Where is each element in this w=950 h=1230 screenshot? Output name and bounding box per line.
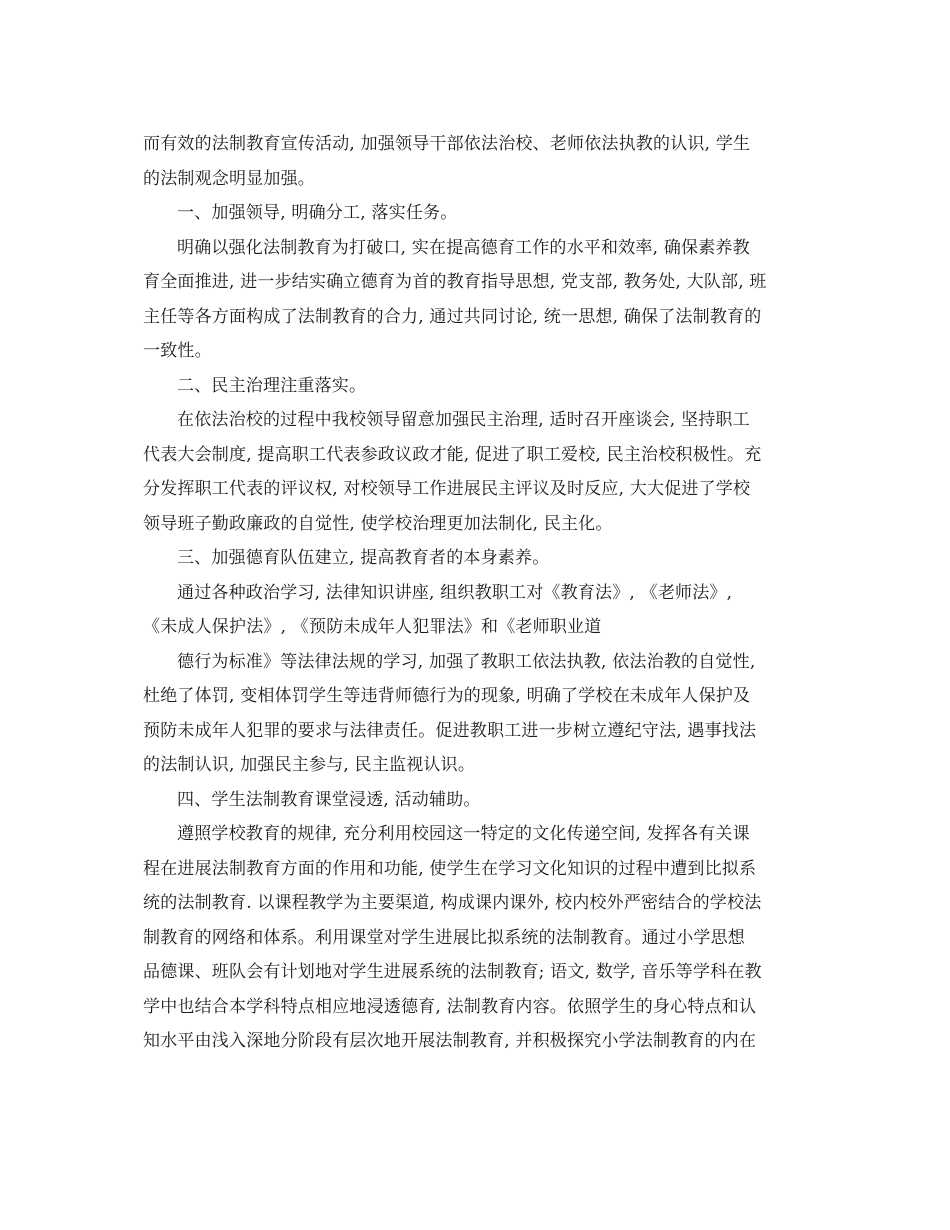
- text-line: 主任等各方面构成了法制教育的合力, 通过共同讨论, 统一思想, 确保了法制教育的: [143, 306, 762, 327]
- document-body: [143, 127, 813, 1059]
- text-line: 领导班子勤政廉政的自觉性, 使学校治理更加法制化, 民主化。: [143, 513, 613, 534]
- text-line: 代表大会制度, 提高职工代表参政议政才能, 促进了职工爱校, 民主治校积极性。充: [143, 444, 762, 465]
- text-line: 育全面推进, 进一步结实确立德育为首的教育指导思想, 党支部, 教务处, 大队部, 班: [143, 272, 767, 292]
- text-line: 的法制认识, 加强民主参与, 民主监视认识。: [143, 755, 476, 775]
- section-heading: 一、加强领导, 明确分工, 落实任务。: [177, 203, 458, 223]
- paragraph-start: 通过各种政治学习, 法律知识讲座, 组织教职工对《教育法》, 《老师法》,: [177, 582, 733, 603]
- section-heading: 三、加强德育队伍建立, 提高教育者的本身素养。: [177, 548, 550, 568]
- text-line: 分发挥职工代表的评议权, 对校领导工作进展民主评议及时反应, 大大促进了学校: [143, 479, 751, 499]
- section-heading: 四、学生法制教育课堂浸透, 活动辅助。: [177, 789, 481, 810]
- paragraph-start: 在依法治校的过程中我校领导留意加强民主治理, 适时召开座谈会, 坚持职工: [177, 410, 750, 430]
- text-line: 统的法制教育. 以课程教学为主要渠道, 构成课内课外, 校内校外严密结合的学校法: [143, 893, 762, 913]
- text-line: 制教育的网络和体系。利用课堂对学生进展比拟系统的法制教育。通过小学思想: [143, 927, 745, 948]
- text-line: 而有效的法制教育宣传活动, 加强领导干部依法治校、老师依法执教的认识, 学生: [143, 134, 751, 154]
- paragraph-start: 德行为标准》等法律法规的学习, 加强了教职工依法执教, 依法治教的自觉性,: [177, 651, 756, 672]
- text-line: 品德课、班队会有计划地对学生进展系统的法制教育; 语文, 数学, 音乐等学科在教: [143, 962, 762, 982]
- text-line: 知水平由浅入深地分阶段有层次地开展法制教育, 并积极探究小学法制教育的内在: [143, 1031, 757, 1051]
- paragraph-start: 明确以强化法制教育为打破口, 实在提高德育工作的水平和效率, 确保素养教: [177, 237, 750, 258]
- section-heading: 二、民主治理注重落实。: [177, 375, 367, 396]
- text-line: 学中也结合本学科特点相应地浸透德育, 法制教育内容。依照学生的身心特点和认: [143, 996, 757, 1017]
- text-line: 程在进展法制教育方面的作用和功能, 使学生在学习文化知识的过程中遭到比拟系: [143, 858, 757, 879]
- text-line: 《未成人保护法》, 《预防未成年人犯罪法》和《老师职业道: [143, 617, 602, 637]
- text-line: 的法制观念明显加强。: [143, 168, 315, 189]
- text-line: 一致性。: [143, 341, 212, 361]
- text-line: 杜绝了体罚, 变相体罚学生等违背师德行为的现象, 明确了学校在未成年人保护及: [143, 686, 751, 706]
- paragraph-start: 遵照学校教育的规律, 充分利用校园这一特定的文化传递空间, 发挥各有关课: [177, 824, 750, 844]
- text-line: 预防未成年人犯罪的要求与法律责任。促进教职工进一步树立遵纪守法, 遇事找法: [143, 720, 757, 741]
